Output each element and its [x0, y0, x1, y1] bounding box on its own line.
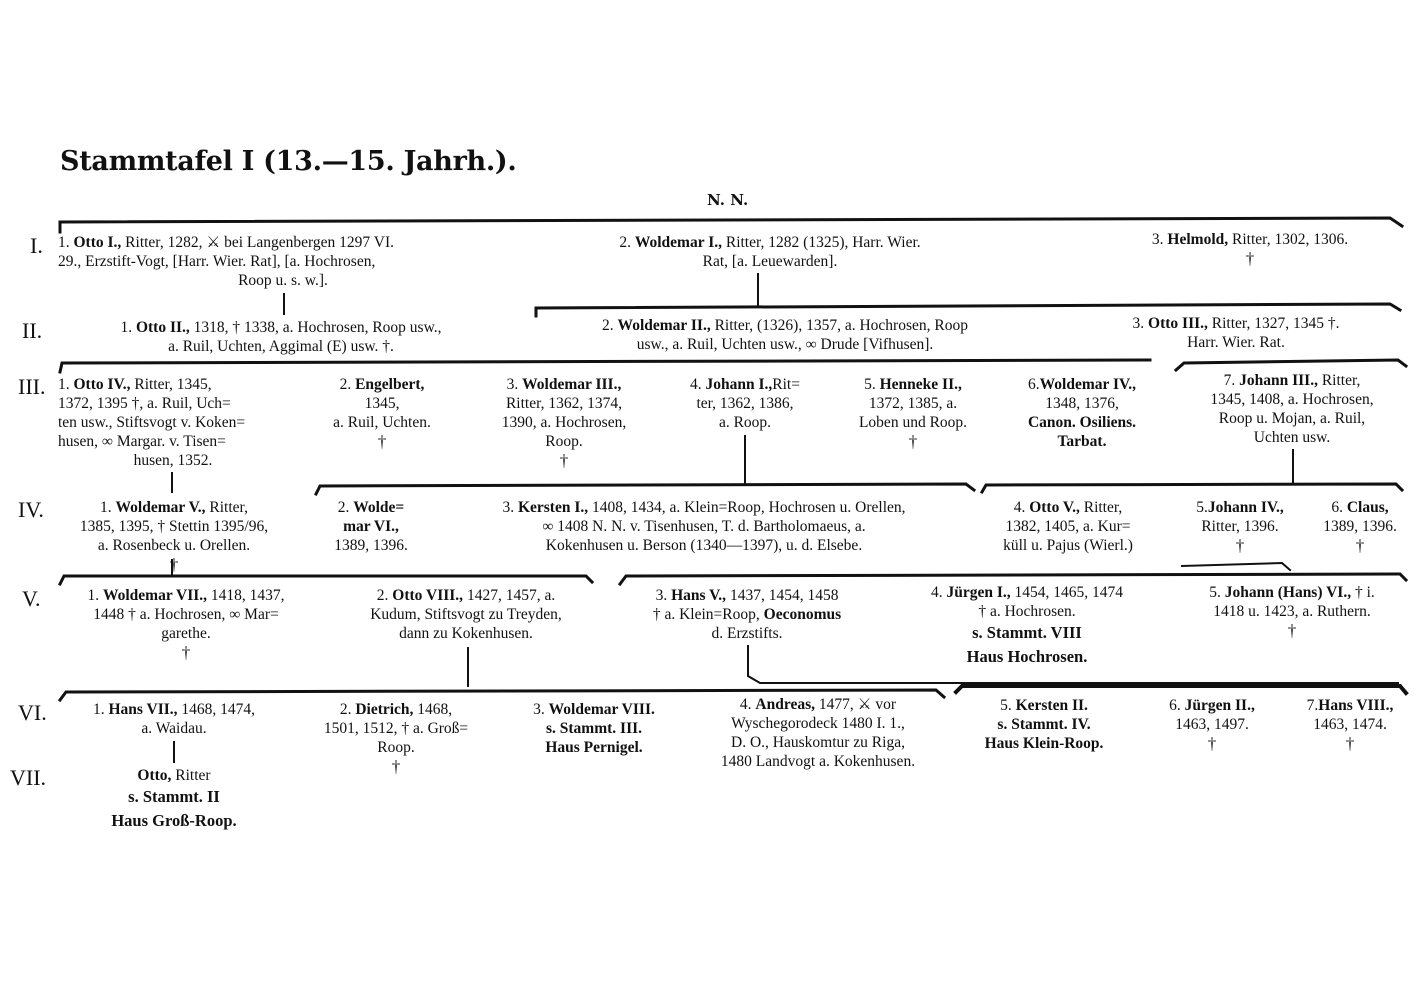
person-details: † a. Klein=Roop,: [652, 606, 760, 623]
person-name: mar VI.,: [343, 518, 399, 535]
person-details: 1418, 1437,: [210, 587, 285, 604]
person-johann-6: [1176, 583, 1408, 640]
person-details: Loben und Roop.: [858, 414, 968, 431]
person-name: Engelbert,: [355, 376, 425, 393]
person-details: † a. Hochrosen.: [978, 603, 1076, 620]
death-mark: †: [1287, 621, 1297, 640]
person-engelbert: [312, 375, 452, 451]
person-details: ten usw., Stiftsvogt v. Koken=: [58, 414, 246, 431]
person-details: Rat, [a. Leuewarden].: [702, 253, 838, 270]
death-mark: †: [908, 432, 918, 451]
person-details: 1418 u. 1423, a. Ruthern.: [1213, 603, 1371, 620]
person-hans-5: [616, 586, 878, 643]
person-details: 1427, 1457, a.: [466, 587, 556, 604]
person-details: 1501, 1512, † a. Groß=: [323, 720, 469, 737]
death-mark: †: [169, 555, 179, 574]
person-details: 1318, † 1338, a. Hochrosen, Roop usw.,: [193, 319, 442, 336]
generation-label-7: VII.: [10, 765, 47, 790]
entry-number: 3.: [533, 701, 545, 718]
person-juergen-1: [896, 583, 1158, 669]
person-name: Otto III.,: [1148, 315, 1208, 332]
person-details: usw., a. Ruil, Uchten usw., ∞ Drude [Vifhusen].: [636, 336, 934, 353]
entry-number: 1.: [120, 319, 133, 336]
person-name: Wolde=: [353, 499, 405, 516]
person-otto-3: [1086, 314, 1386, 352]
person-kersten-2: [956, 696, 1132, 753]
person-details: D. O., Hauskomtur zu Riga,: [731, 734, 905, 751]
person-name: Woldemar VIII.: [548, 701, 655, 718]
page-title: Stammtafel I (13.—15. Jahrh.).: [60, 146, 517, 177]
entry-number: 5.: [864, 376, 876, 393]
person-details: 1372, 1395 †, a. Ruil, Uch=: [58, 395, 231, 412]
person-details: Ritter, (1326), 1357, a. Hochrosen, Roop: [714, 317, 968, 334]
person-details: 1385, 1395, † Stettin 1395/96,: [79, 518, 269, 535]
person-details: 1345,: [364, 395, 400, 412]
person-name: Johann III.,: [1239, 372, 1318, 389]
bracket-gen4-kersten: [316, 484, 974, 494]
person-woldemar-5: [56, 498, 292, 574]
stammtafel-reference: s. Stammt. III.: [545, 720, 643, 737]
person-johann-3: [1178, 371, 1406, 447]
entry-number: 5.: [1000, 697, 1012, 714]
entry-number: 6.: [1028, 376, 1040, 393]
person-details: dann zu Kokenhusen.: [399, 625, 533, 642]
generation-label-1: I.: [30, 233, 43, 258]
person-details: küll u. Pajus (Wierl.): [1003, 537, 1133, 554]
person-details: Ritter, 1327, 1345 †.: [1211, 315, 1340, 332]
person-details: a. Waidau.: [141, 720, 207, 737]
person-name: Jürgen II.,: [1184, 697, 1255, 714]
person-details: Uchten usw.: [1253, 429, 1331, 446]
person-woldemar-3: [476, 375, 652, 470]
person-juergen-2: [1146, 696, 1278, 753]
entry-number: 1.: [100, 499, 112, 516]
person-details: Ritter, 1282, ⚔ bei Langenbergen 1297 VI.: [125, 234, 394, 251]
entry-number: 2.: [339, 701, 352, 718]
person-details: Roop u. s. w.].: [238, 272, 328, 289]
generation-label-4: IV.: [18, 497, 44, 522]
person-details: 1390, a. Hochrosen,: [501, 414, 627, 431]
generation-label-5: V.: [22, 586, 41, 611]
stammtafel-reference: s. Stammt. II: [128, 787, 220, 806]
entry-number: 7.: [1223, 372, 1236, 389]
person-name: Henneke II.,: [879, 376, 962, 393]
person-johann-1: [668, 375, 822, 432]
person-name: Jürgen I.,: [946, 584, 1011, 601]
entry-number: 4.: [690, 376, 702, 393]
person-name: Hans VIII.,: [1318, 697, 1394, 714]
person-name: Hans VII.,: [108, 701, 178, 718]
person-name: Otto V.,: [1029, 499, 1080, 516]
person-details: Ritter,: [1321, 372, 1361, 389]
person-name: Otto I.,: [73, 234, 122, 251]
person-name: Helmold,: [1167, 231, 1229, 248]
entry-number: 2.: [602, 317, 614, 334]
death-mark: †: [1355, 536, 1365, 555]
bracket-gen3: [60, 360, 1150, 372]
person-dietrich: [306, 700, 486, 776]
person-details: Ritter, 1396.: [1201, 518, 1279, 535]
person-name: Otto IV.,: [73, 376, 131, 393]
entry-number: 2.: [376, 587, 389, 604]
person-details: 1454, 1465, 1474: [1014, 584, 1124, 601]
generation-label-6: VI.: [18, 700, 47, 725]
person-details: d. Erzstifts.: [711, 625, 783, 642]
entry-number: 5.: [1196, 499, 1208, 516]
entry-number: 2.: [619, 234, 631, 251]
person-name: Kersten II.: [1015, 697, 1088, 714]
person-details: Roop u. Mojan, a. Ruil,: [1218, 410, 1366, 427]
person-details: Rit=: [772, 376, 800, 393]
person-otto-8: [336, 586, 596, 643]
entry-number: 3.: [506, 376, 519, 393]
entry-number: 6.: [1331, 499, 1343, 516]
person-details: Harr. Wier. Rat.: [1187, 334, 1285, 351]
death-mark: †: [377, 432, 387, 451]
death-mark: †: [1207, 734, 1217, 753]
house-reference: Haus Pernigel.: [545, 739, 643, 756]
person-details: husen, 1352.: [133, 452, 213, 469]
person-details: Ritter, 1302, 1306.: [1232, 231, 1349, 248]
person-details: Canon. Osiliens.: [1027, 414, 1137, 431]
person-johann-4: [1172, 498, 1308, 555]
death-mark: †: [181, 643, 191, 662]
person-details: 1468, 1474,: [181, 701, 256, 718]
person-woldemar-4: [1004, 375, 1160, 451]
person-name: Andreas,: [755, 696, 815, 713]
person-details: Ritter, 1362, 1374,: [505, 395, 623, 412]
entry-number: 1.: [58, 234, 70, 251]
entry-number: 6.: [1169, 697, 1181, 714]
person-details: Ritter, 1345,: [134, 376, 212, 393]
entry-number: 1.: [87, 587, 100, 604]
entry-number: 1.: [58, 376, 70, 393]
person-name: Johann (Hans) VI.,: [1224, 584, 1352, 601]
person-details: Kokenhusen u. Berson (1340—1397), u. d. Elsebe.: [545, 537, 863, 554]
person-details: Wyschegorodeck 1480 I. 1.,: [731, 715, 905, 732]
person-details: 1468,: [417, 701, 453, 718]
person-details: Roop.: [377, 739, 415, 756]
entry-number: 3.: [502, 499, 515, 516]
person-details: 1463, 1497.: [1175, 716, 1249, 733]
person-otto-4: [58, 375, 288, 470]
person-woldemar-2: [534, 316, 1036, 354]
death-mark: †: [391, 757, 401, 776]
person-otto-gen7: [86, 766, 262, 833]
person-hans-8: [1290, 696, 1410, 753]
person-name: Dietrich,: [355, 701, 414, 718]
person-details: 1477, ⚔ vor: [818, 696, 897, 713]
person-woldemar-1: [560, 233, 980, 271]
person-name: Otto,: [137, 767, 172, 784]
bracket-gen4-johann3: [982, 484, 1402, 492]
person-details: 1345, 1408, a. Hochrosen,: [1210, 391, 1374, 408]
entry-number: 4.: [930, 584, 943, 601]
bracket-gen3-right: [1176, 360, 1406, 370]
person-details: ∞ 1408 N. N. v. Tisenhusen, T. d. Bartholomaeus, a.: [542, 518, 866, 535]
person-details: 29., Erzstift-Vogt, [Harr. Wier. Rat], [a. Hochrosen,: [58, 253, 376, 270]
person-andreas: [700, 695, 936, 771]
entry-number: 3.: [655, 587, 668, 604]
person-name: Woldemar V.,: [115, 499, 206, 516]
person-details: 1389, 1396.: [1323, 518, 1397, 535]
link-gen4-johann4: [1182, 563, 1290, 570]
person-details: 1437, 1454, 1458: [729, 587, 839, 604]
person-name: Otto II.,: [135, 319, 190, 336]
person-details: Tarbat.: [1057, 433, 1107, 450]
person-details: a. Roop.: [718, 414, 772, 431]
person-woldemar-7: [58, 586, 314, 662]
house-reference: Haus Klein-Roop.: [984, 735, 1104, 752]
death-mark: †: [1235, 536, 1245, 555]
person-henneke-2: [838, 375, 988, 451]
person-details: 1389, 1396.: [334, 537, 408, 554]
entry-number: 4.: [739, 696, 752, 713]
person-name: Otto VIII.,: [392, 587, 464, 604]
person-details: 1382, 1405, a. Kur=: [1005, 518, 1131, 535]
person-name: Hans V.,: [671, 587, 727, 604]
person-name: Johann IV.,: [1207, 499, 1284, 516]
person-details: Ritter,: [209, 499, 248, 516]
person-name: Kersten I.,: [517, 499, 589, 516]
person-title: Oeconomus: [763, 606, 842, 623]
entry-number: 2.: [339, 376, 352, 393]
person-details: garethe.: [161, 625, 211, 642]
generation-label-3: III.: [18, 374, 46, 399]
house-reference: Haus Groß-Roop.: [111, 811, 237, 830]
bracket-gen5-left: [60, 576, 592, 584]
person-kersten-1: [446, 498, 962, 555]
person-name: Woldemar I.,: [634, 234, 722, 251]
person-name: Woldemar IV.,: [1039, 376, 1136, 393]
person-name: Woldemar VII.,: [102, 587, 208, 604]
person-details: a. Ruil, Uchten.: [333, 414, 431, 431]
person-otto-1: [58, 233, 508, 290]
person-name: Woldemar III.,: [522, 376, 622, 393]
person-details: 1372, 1385, a.: [868, 395, 958, 412]
generation-label-2: II.: [22, 318, 43, 343]
house-reference: Haus Hochrosen.: [966, 647, 1088, 666]
person-otto-2: [56, 318, 506, 356]
entry-number: 1.: [92, 701, 105, 718]
person-name: Claus,: [1346, 499, 1389, 516]
person-helmold: [1116, 230, 1384, 268]
death-mark: †: [1245, 249, 1255, 268]
person-otto-5: [980, 498, 1156, 555]
stammtafel-reference: s. Stammt. IV.: [997, 716, 1091, 733]
person-details: Ritter,: [1083, 499, 1123, 516]
root-ancestor: N. N.: [707, 191, 749, 209]
entry-number: 4.: [1013, 499, 1026, 516]
person-details: 1348, 1376,: [1045, 395, 1119, 412]
person-woldemar-8: [504, 700, 684, 757]
person-details: 1448 † a. Hochrosen, ∞ Mar=: [93, 606, 279, 623]
person-details: 1480 Landvogt a. Kokenhusen.: [720, 753, 916, 770]
person-name: Johann I.,: [705, 376, 773, 393]
person-details: Ritter, 1282 (1325), Harr. Wier.: [725, 234, 921, 251]
person-hans-7: [58, 700, 290, 738]
person-details: Kudum, Stiftsvogt zu Treyden,: [370, 606, 562, 623]
bracket-gen6-right: [956, 686, 1406, 693]
person-details: a. Ruil, Uchten, Aggimal (E) usw. †.: [168, 338, 394, 355]
person-claus: [1312, 498, 1408, 555]
person-details: † i.: [1354, 584, 1375, 601]
person-details: Ritter: [175, 767, 211, 784]
person-details: husen, ∞ Margar. v. Tisen=: [58, 433, 226, 450]
entry-number: 5.: [1209, 584, 1221, 601]
person-details: 1408, 1434, a. Klein=Roop, Hochrosen u. Orellen,: [592, 499, 906, 516]
person-details: a. Rosenbeck u. Orellen.: [97, 537, 251, 554]
person-woldemar-6: [316, 498, 426, 555]
entry-number: 3.: [1132, 315, 1145, 332]
person-name: Woldemar II.,: [617, 317, 711, 334]
entry-number: 2.: [337, 499, 350, 516]
person-details: Roop.: [545, 433, 583, 450]
entry-number: 7.: [1306, 697, 1319, 714]
entry-number: 3.: [1151, 231, 1164, 248]
stammtafel-reference: s. Stammt. VIII: [972, 623, 1082, 642]
person-details: ter, 1362, 1386,: [696, 395, 794, 412]
person-details: 1463, 1474.: [1313, 716, 1387, 733]
death-mark: †: [1345, 734, 1355, 753]
death-mark: †: [559, 451, 569, 470]
